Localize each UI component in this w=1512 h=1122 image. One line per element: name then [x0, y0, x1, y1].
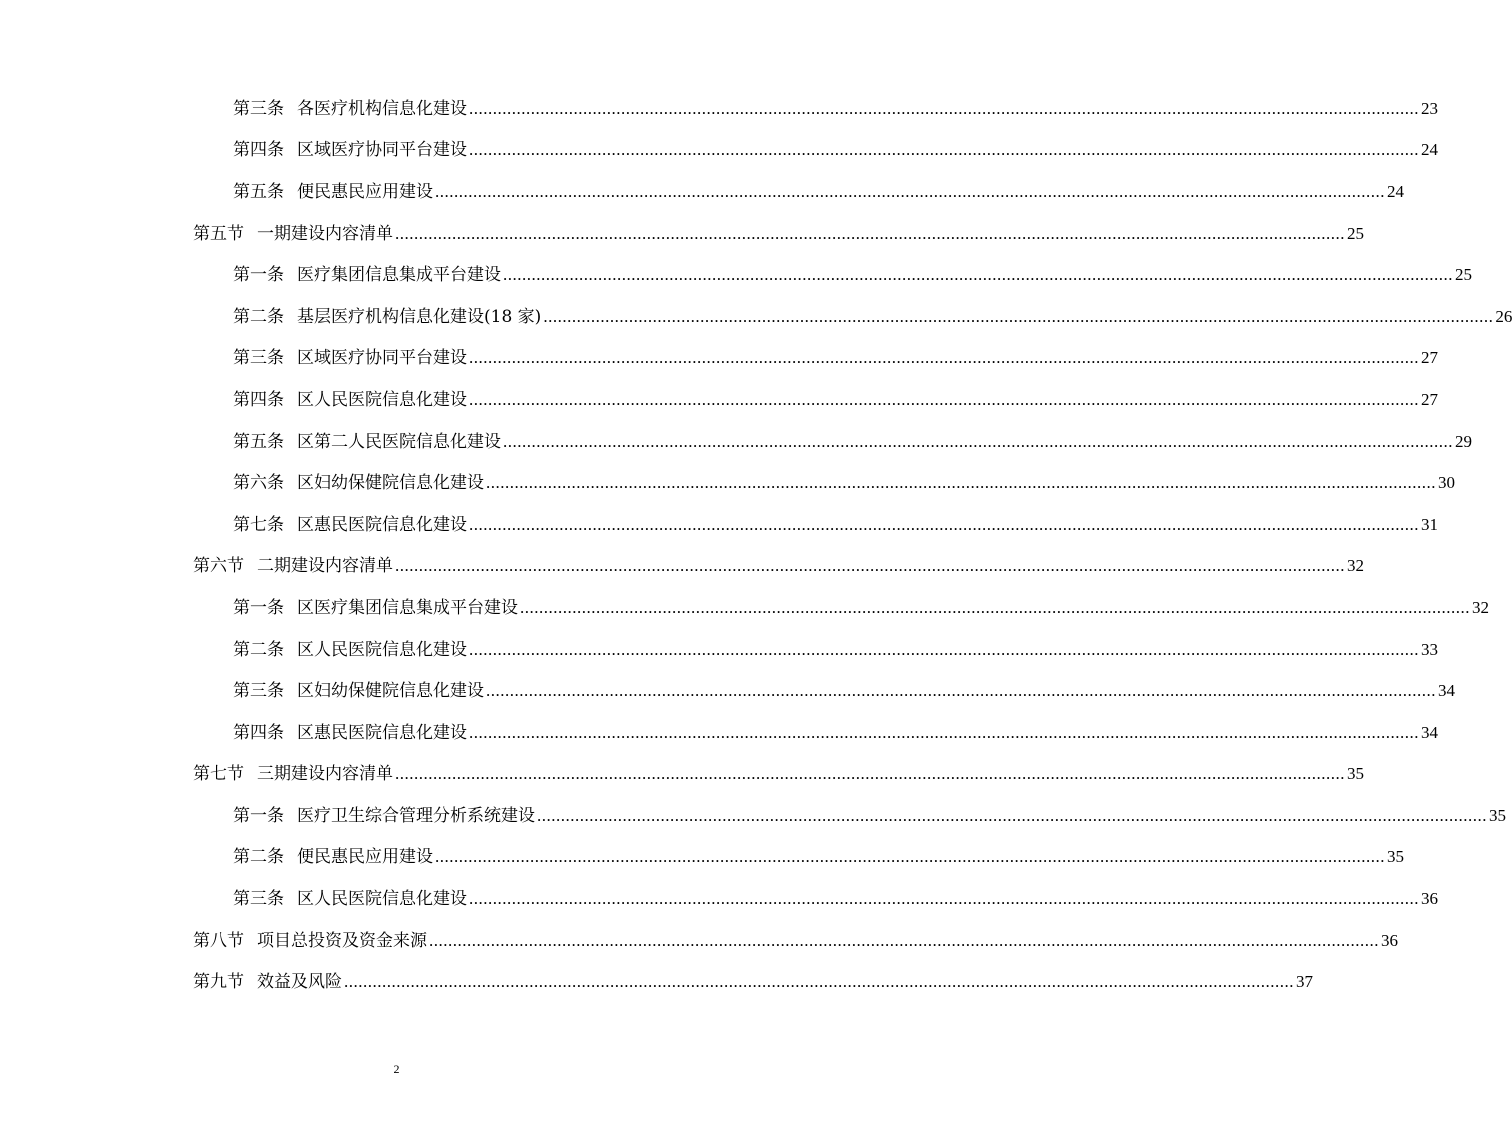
- toc-entry-title: 区第二人民医院信息化建设: [297, 431, 501, 452]
- toc-dot-leader: ........................................................................................................................................................................................................: [469, 389, 1419, 409]
- toc-entry-number: 第一条: [233, 265, 284, 286]
- toc-entry-page: 24: [1387, 181, 1404, 201]
- toc-entry-number: 第五条: [233, 181, 284, 202]
- table-of-contents: [0, 88, 1512, 1003]
- toc-entry-title: 区惠民医院信息化建设: [297, 722, 467, 743]
- toc-entry-number: 第六条: [233, 473, 284, 494]
- toc-entry-number: 第四条: [233, 140, 284, 161]
- toc-article-entry[interactable]: [0, 504, 1438, 546]
- toc-dot-leader: ........................................................................................................................................................................................................: [435, 181, 1385, 201]
- toc-dot-leader: ........................................................................................................................................................................................................: [469, 514, 1419, 534]
- toc-article-entry[interactable]: [0, 171, 1404, 213]
- toc-dot-leader: ........................................................................................................................................................................................................: [543, 306, 1494, 326]
- toc-entry-title: 效益及风险: [257, 972, 342, 993]
- toc-entry-number: 第一条: [233, 805, 284, 826]
- toc-article-entry[interactable]: [0, 130, 1438, 172]
- toc-dot-leader: ........................................................................................................................................................................................................: [469, 348, 1419, 368]
- toc-entry-title: 区人民医院信息化建设: [297, 639, 467, 660]
- toc-entry-title: 医疗集团信息集成平台建设: [297, 265, 501, 286]
- toc-dot-leader: ........................................................................................................................................................................................................: [486, 473, 1436, 493]
- toc-entry-page: 30: [1438, 473, 1455, 493]
- toc-dot-leader: ........................................................................................................................................................................................................: [486, 681, 1436, 701]
- toc-article-entry[interactable]: [0, 629, 1438, 671]
- toc-entry-page: 35: [1347, 764, 1364, 784]
- toc-article-entry[interactable]: [0, 837, 1404, 879]
- toc-entry-page: 34: [1421, 722, 1438, 742]
- toc-entry-title: 区妇幼保健院信息化建设: [297, 681, 484, 702]
- toc-entry-title: 基层医疗机构信息化建设(18 家): [297, 306, 542, 327]
- toc-entry-number: 第六节: [193, 556, 244, 577]
- toc-entry-number: 第七条: [233, 514, 284, 535]
- toc-entry-page: 36: [1421, 889, 1438, 909]
- toc-entry-number: 第二条: [233, 639, 284, 660]
- toc-entry-title: 区人民医院信息化建设: [297, 389, 467, 410]
- toc-article-entry[interactable]: [0, 462, 1455, 504]
- toc-entry-title: 区惠民医院信息化建设: [297, 514, 467, 535]
- toc-dot-leader: ........................................................................................................................................................................................................: [469, 889, 1419, 909]
- toc-entry-page: 32: [1472, 597, 1489, 617]
- toc-section-entry[interactable]: [0, 546, 1364, 588]
- toc-entry-page: 32: [1347, 556, 1364, 576]
- toc-article-entry[interactable]: [0, 88, 1438, 130]
- toc-entry-number: 第八节: [193, 930, 244, 951]
- page-number: 2: [393, 1062, 400, 1076]
- toc-dot-leader: ........................................................................................................................................................................................................: [435, 847, 1385, 867]
- toc-dot-leader: ........................................................................................................................................................................................................: [395, 764, 1345, 784]
- toc-dot-leader: ........................................................................................................................................................................................................: [469, 722, 1419, 742]
- toc-dot-leader: ........................................................................................................................................................................................................: [503, 265, 1453, 285]
- toc-entry-title: 医疗卫生综合管理分析系统建设: [297, 805, 535, 826]
- toc-dot-leader: ........................................................................................................................................................................................................: [520, 597, 1470, 617]
- toc-entry-page: 26: [1495, 306, 1512, 326]
- toc-entry-page: 24: [1421, 140, 1438, 160]
- toc-entry-number: 第三条: [233, 889, 284, 910]
- toc-entry-number: 第二条: [233, 306, 284, 327]
- toc-entry-title: 三期建设内容清单: [257, 764, 393, 785]
- toc-entry-page: 25: [1347, 223, 1364, 243]
- toc-dot-leader: ........................................................................................................................................................................................................: [469, 140, 1419, 160]
- toc-section-entry[interactable]: [0, 920, 1398, 962]
- toc-section-entry[interactable]: [0, 754, 1364, 796]
- toc-entry-title: 各医疗机构信息化建设: [297, 98, 467, 119]
- toc-entry-number: 第五节: [193, 223, 244, 244]
- toc-entry-number: 第三条: [233, 348, 284, 369]
- toc-entry-page: 33: [1421, 639, 1438, 659]
- toc-article-entry[interactable]: [0, 379, 1438, 421]
- toc-entry-page: 35: [1387, 847, 1404, 867]
- toc-article-entry[interactable]: [0, 712, 1438, 754]
- toc-dot-leader: ........................................................................................................................................................................................................: [344, 972, 1294, 992]
- toc-entry-title: 区人民医院信息化建设: [297, 889, 467, 910]
- toc-entry-number: 第三条: [233, 681, 284, 702]
- toc-entry-number: 第五条: [233, 431, 284, 452]
- toc-entry-page: 34: [1438, 681, 1455, 701]
- toc-article-entry[interactable]: [0, 878, 1438, 920]
- toc-entry-number: 第九节: [193, 972, 244, 993]
- toc-dot-leader: ........................................................................................................................................................................................................: [469, 639, 1419, 659]
- toc-entry-page: 27: [1421, 348, 1438, 368]
- toc-article-entry[interactable]: [0, 338, 1438, 380]
- toc-entry-number: 第二条: [233, 847, 284, 868]
- toc-entry-title: 项目总投资及资金来源: [257, 930, 427, 951]
- toc-entry-page: 29: [1455, 431, 1472, 451]
- toc-entry-number: 第四条: [233, 389, 284, 410]
- toc-entry-page: 27: [1421, 389, 1438, 409]
- toc-article-entry[interactable]: [0, 670, 1455, 712]
- toc-dot-leader: ........................................................................................................................................................................................................: [469, 98, 1419, 118]
- toc-entry-number: 第三条: [233, 98, 284, 119]
- toc-dot-leader: ........................................................................................................................................................................................................: [395, 556, 1345, 576]
- toc-article-entry[interactable]: [0, 421, 1472, 463]
- toc-entry-page: 36: [1381, 930, 1398, 950]
- toc-entry-title: 便民惠民应用建设: [297, 181, 433, 202]
- toc-entry-page: 37: [1296, 972, 1313, 992]
- toc-entry-page: 25: [1455, 265, 1472, 285]
- toc-entry-title: 二期建设内容清单: [257, 556, 393, 577]
- toc-article-entry[interactable]: [0, 296, 1512, 338]
- toc-entry-number: 第四条: [233, 722, 284, 743]
- toc-dot-leader: ........................................................................................................................................................................................................: [537, 805, 1487, 825]
- toc-dot-leader: ........................................................................................................................................................................................................: [503, 431, 1453, 451]
- toc-entry-title: 区域医疗协同平台建设: [297, 140, 467, 161]
- toc-entry-page: 23: [1421, 98, 1438, 118]
- toc-dot-leader: ........................................................................................................................................................................................................: [429, 930, 1379, 950]
- toc-entry-title: 便民惠民应用建设: [297, 847, 433, 868]
- toc-article-entry[interactable]: [0, 254, 1472, 296]
- toc-section-entry[interactable]: [0, 213, 1364, 255]
- toc-entry-page: 35: [1489, 805, 1506, 825]
- toc-entry-number: 第七节: [193, 764, 244, 785]
- toc-entry-title: 一期建设内容清单: [257, 223, 393, 244]
- toc-article-entry[interactable]: [0, 795, 1506, 837]
- toc-dot-leader: ........................................................................................................................................................................................................: [395, 223, 1345, 243]
- toc-entry-title: 区域医疗协同平台建设: [297, 348, 467, 369]
- toc-section-entry[interactable]: [0, 961, 1313, 1003]
- toc-article-entry[interactable]: [0, 587, 1489, 629]
- toc-entry-number: 第一条: [233, 597, 284, 618]
- toc-entry-title: 区妇幼保健院信息化建设: [297, 473, 484, 494]
- toc-entry-title: 区医疗集团信息集成平台建设: [297, 597, 518, 618]
- toc-entry-page: 31: [1421, 514, 1438, 534]
